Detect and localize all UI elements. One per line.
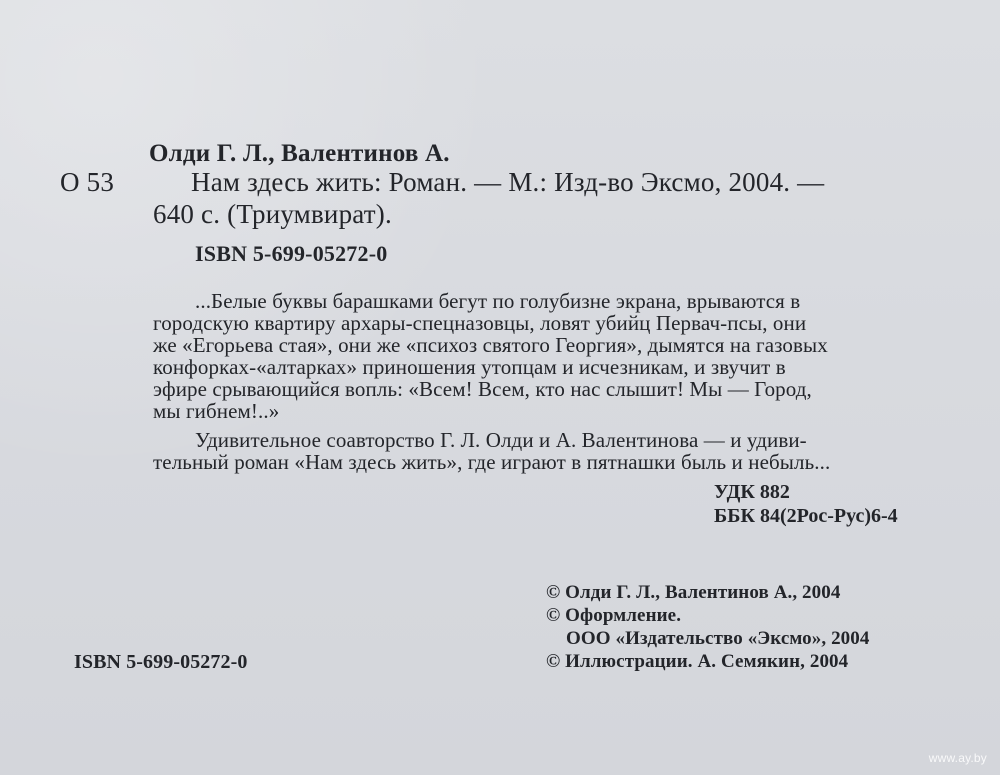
annotation-line-7: Удивительное соавторство Г. Л. Олди и А. Валентинова — и удиви-	[195, 428, 807, 452]
annotation-line-2: городскую квартиру архары-спецназовцы, ловят убийц Первач-псы, они	[153, 311, 807, 335]
annotation-line-1: ...Белые буквы барашками бегут по голубизне экрана, врываются в	[195, 289, 801, 313]
classification-code: О 53	[60, 167, 115, 197]
copyright-line-1: © Олди Г. Л., Валентинов А., 2004	[546, 582, 841, 603]
watermark-text: www.ay.by	[928, 751, 987, 765]
copyright-line-3: ООО «Издательство «Эксмо», 2004	[566, 628, 870, 649]
bibliographic-line-1: Нам здесь жить: Роман. — М.: Изд-во Эксмо, 2004. —	[191, 167, 825, 197]
annotation-line-5: эфире срывающийся вопль: «Всем! Всем, кто нас слышит! Мы — Город,	[153, 377, 812, 401]
author-line: Олди Г. Л., Валентинов А.	[149, 140, 450, 167]
isbn-top: ISBN 5-699-05272-0	[195, 241, 388, 266]
udk-code: УДК 882	[714, 481, 790, 503]
bibliographic-line-2: 640 с. (Триумвират).	[153, 199, 392, 229]
annotation-line-4: конфорках-«алтарках» приношения утопцам и исчезникам, и звучит в	[153, 355, 786, 379]
isbn-bottom: ISBN 5-699-05272-0	[74, 651, 248, 673]
annotation-line-8: тельный роман «Нам здесь жить», где играют в пятнашки быль и небыль...	[153, 450, 831, 474]
annotation-line-6: мы гибнем!..»	[153, 399, 280, 423]
bbk-code: ББК 84(2Рос-Рус)6-4	[714, 505, 898, 527]
copyright-line-2: © Оформление.	[546, 605, 682, 626]
copyright-line-4: © Иллюстрации. А. Семякин, 2004	[546, 651, 849, 672]
annotation-line-3: же «Егорьева стая», они же «психоз святого Георгия», дымятся на газовых	[153, 333, 828, 357]
